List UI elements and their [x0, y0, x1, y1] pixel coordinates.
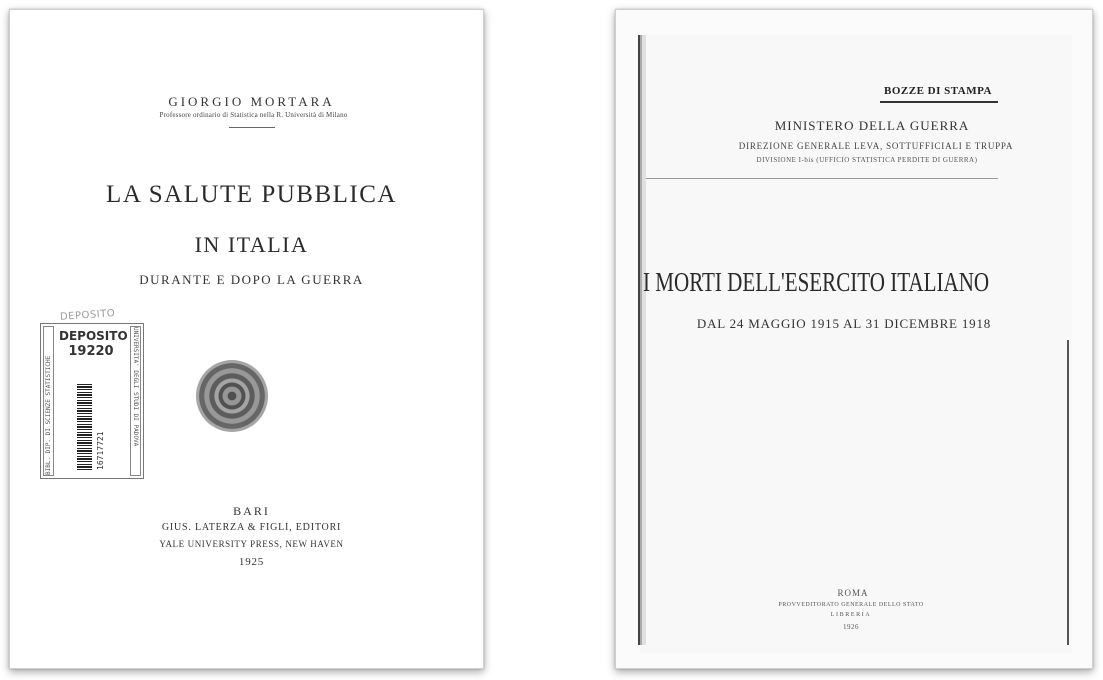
- stamp-label: DEPOSITO: [59, 329, 128, 343]
- right-title-page: [615, 9, 1093, 669]
- directorate-name: DIREZIONE GENERALE LEVA, SOTTUFFICIALI E TRUPPA: [738, 141, 1014, 151]
- proof-label-underline: [880, 101, 998, 103]
- imprint-year: 1925: [238, 556, 265, 568]
- author-name: GIORGIO MORTARA: [168, 94, 335, 109]
- imprint-city: ROMA: [837, 588, 869, 598]
- scan-edge-line: [1067, 340, 1069, 645]
- stamp-number: 19220: [68, 344, 114, 359]
- stamp-side-text-right: UNIVERSITA' DEGLI STUDI DI PADOVA: [130, 326, 141, 476]
- date-range: DAL 24 MAGGIO 1915 AL 31 DICEMBRE 1918: [696, 316, 992, 331]
- imprint-publisher-line2: LIBRERIA: [830, 612, 872, 618]
- imprint-copublisher: YALE UNIVERSITY PRESS, NEW HAVEN: [159, 539, 344, 549]
- barcode-icon: [77, 384, 92, 470]
- book-title-line2: IN ITALIA: [194, 232, 309, 257]
- header-divider: [646, 178, 998, 179]
- book-title-line1: LA SALUTE PUBBLICA: [106, 181, 397, 208]
- imprint-publisher: GIUS. LATERZA & FIGLI, EDITORI: [161, 522, 342, 533]
- imprint-city: BARI: [233, 504, 270, 518]
- imprint-publisher: PROVVEDITORATO GENERALE DELLO STATO: [778, 602, 924, 608]
- imprint-year: 1926: [843, 623, 859, 631]
- left-title-page: [9, 9, 484, 669]
- book-subtitle: DURANTE E DOPO LA GUERRA: [139, 272, 364, 287]
- author-affiliation: Professore ordinario di Statistica nella R. Università di Milano: [159, 111, 348, 119]
- publisher-seal-icon: [196, 360, 268, 432]
- library-deposit-stamp: [40, 323, 144, 479]
- author-divider: [229, 127, 275, 128]
- scan-binding-shadow: [638, 35, 646, 645]
- ministry-name: MINISTERO DELLA GUERRA: [774, 118, 970, 133]
- division-name: DIVISIONE I-bis (UFFICIO STATISTICA PERDITE DI GUERRA): [756, 156, 978, 164]
- proof-label: BOZZE DI STAMPA: [884, 85, 992, 97]
- stamp-side-text-left: BIBL. DIP. DI SCIENZE STATISTICHE: [43, 326, 54, 476]
- handwritten-deposit-note: DEPOSITO: [59, 308, 116, 323]
- barcode-number: 16717721: [96, 431, 105, 470]
- document-title: I MORTI DELL'ESERCITO ITALIANO: [643, 267, 990, 297]
